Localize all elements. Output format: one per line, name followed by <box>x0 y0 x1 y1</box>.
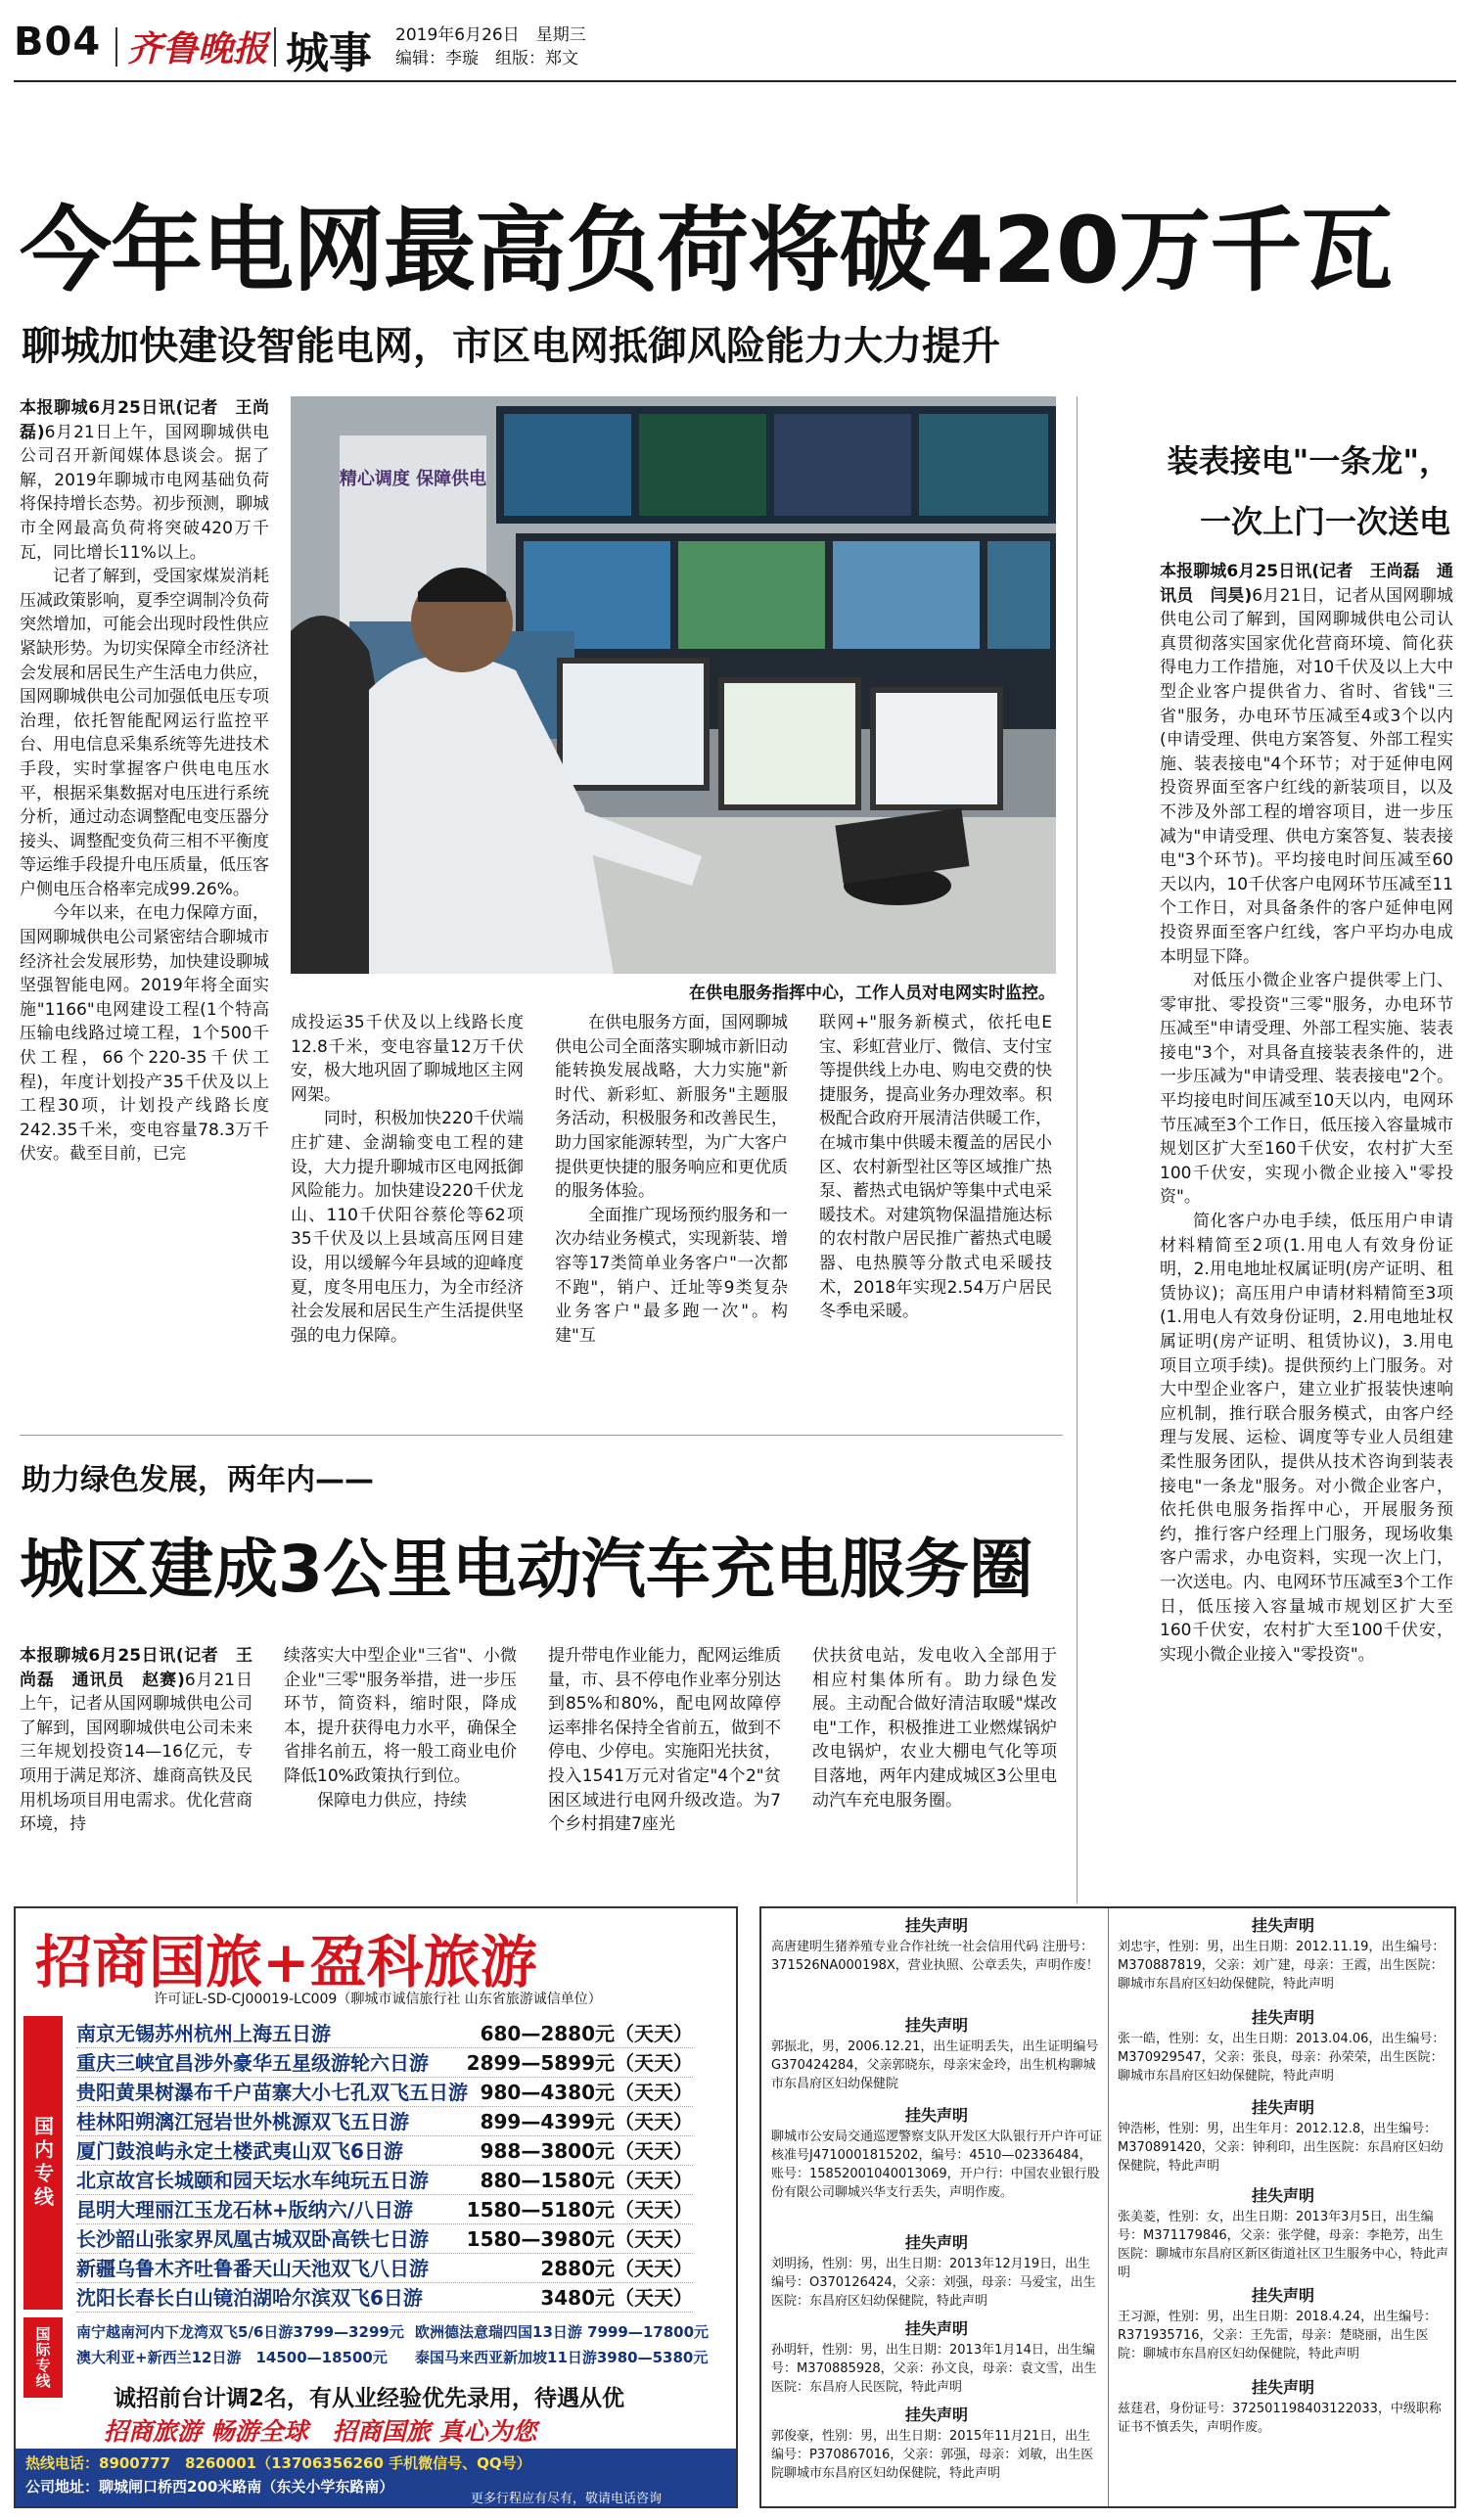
photo-caption: 在供电服务指挥中心，工作人员对电网实时监控。 <box>689 984 1055 1003</box>
tour-price: 1580—5180元（天天） <box>466 2198 693 2222</box>
section-name: 城事 <box>286 28 372 78</box>
intl-tour: 欧洲德法意瑞四国13日游 7999—17800元 <box>415 2323 710 2341</box>
notice-title: 挂失声明 <box>1251 2186 1314 2205</box>
notice-body: 高唐建明生猪养殖专业合作社统一社会信用代码 注册号：371526NA000198X，营业执照、公章丢失，声明作废！ <box>771 1940 1099 1973</box>
column-separator <box>1077 396 1078 1903</box>
main-headline: 今年电网最高负荷将破420万千瓦 <box>20 198 1393 304</box>
article2-paragraph: 伏扶贫电站，发电收入全部用于相应村集体所有。助力绿色发展。主动配合做好清洁取暖"煤改电"工作，积极推进工业燃煤锅炉改电锅炉，农业大棚电气化等项目落地，两年内建成城区3公里电动汽车充电服务圈。 <box>812 1646 1057 1810</box>
tour-name: 长沙韶山张家界凤凰古城双卧高铁七日游 <box>76 2227 429 2251</box>
ad-slogan: 招商旅游 畅游全球 招商国旅 真心为您 <box>104 2417 537 2446</box>
article2-paragraph: 6月21日上午，记者从国网聊城供电公司了解到，国网聊城供电公司未来三年规划投资14—16亿元，专项用于满足郑济、雄商高铁及民用机场项目用电需求。优化营商环境，持 <box>20 1670 252 1835</box>
tour-row <box>76 2253 693 2283</box>
tour-price: 1580—3980元（天天） <box>466 2227 693 2251</box>
tour-row <box>76 2165 693 2195</box>
lost-notices-box <box>759 1906 1456 2508</box>
tour-row <box>76 2018 693 2048</box>
editors-line: 编辑：李璇 组版：郑文 <box>395 49 578 69</box>
tour-name: 北京故宫长城颐和园天坛水车纯玩五日游 <box>76 2169 429 2192</box>
ad-address: 公司地址：聊城闸口桥西200米路南（东关小学东路南） <box>25 2478 394 2496</box>
intl-tour: 澳大利亚+新西兰12日游 14500—18500元 <box>76 2349 388 2366</box>
tour-name: 昆明大理丽江玉龙石林+版纳六/八日游 <box>76 2198 414 2222</box>
article1-column-3 <box>555 1011 788 1422</box>
notice-title: 挂失声明 <box>1251 1916 1314 1935</box>
notice-body: 聊城市公安局交通巡逻警察支队开发区大队银行开户许可证核准号J4710001815202，编号：4510—02336484，账号：15852001040013069，开户行：中国农业银行股份有限公司聊城兴华支行丢失，声明作废。 <box>771 2130 1102 2200</box>
lost-notice <box>771 1914 1102 1975</box>
tour-name: 沈阳长春长白山镜泊湖哈尔滨双飞6日游 <box>76 2286 423 2310</box>
notice-body: 张一皓，性别：女，出生日期：2013.04.06，出生编号：M370929547，父亲：张良，母亲：孙荣荣，出生医院：聊城市东昌府区妇幼保健院，特此声明 <box>1118 2032 1445 2084</box>
sidebar-body <box>1160 560 1453 1901</box>
news-photo <box>291 396 1056 974</box>
notice-body: 郭俊豪，性别：男，出生日期：2015年11月21日，出生编号：P370867016，父亲：郭强，母亲：刘敏，出生医院聊城市东昌府区妇幼保健院，特此声明 <box>771 2429 1094 2481</box>
tour-row <box>76 2194 693 2224</box>
article2-paragraph: 保障电力供应，持续 <box>317 1790 467 1810</box>
tour-name: 南京无锡苏州杭州上海五日游 <box>76 2022 331 2045</box>
ad-logo: 招商国旅+盈科旅游 <box>35 1929 537 1995</box>
notice-title: 挂失声明 <box>904 2106 968 2125</box>
lost-notice <box>771 2104 1102 2202</box>
notice-title: 挂失声明 <box>904 1916 968 1935</box>
notice-body: 孙明轩，性别：男，出生日期：2013年1月14日，出生编号：M370885928，父亲：孙文良，母亲：袁文雪，出生医院：东昌府人民医院，特此声明 <box>771 2343 1097 2395</box>
tour-price: 2899—5899元（天天） <box>466 2051 693 2075</box>
issue-date: 2019年6月26日 星期三 <box>395 25 586 45</box>
tour-name: 桂林阳朔漓江冠岩世外桃源双飞五日游 <box>76 2110 409 2133</box>
tour-row <box>76 2135 693 2166</box>
tour-name: 新疆乌鲁木齐吐鲁番天山天池双飞八日游 <box>76 2257 429 2280</box>
article1-paragraph: 在供电服务方面，国网聊城供电公司全面落实聊城市新旧动能转换发展战略，大力实施"新时代、新彩虹、新服务"主题服务活动，积极服务和改善民生，助力国家能源转型，为广大客户提供更快捷的服务响应和更优质的服务体验。 <box>555 1013 788 1202</box>
header-divider <box>274 27 276 67</box>
article2-kicker: 助力绿色发展，两年内—— <box>22 1463 374 1497</box>
article1-paragraph: 同时，积极加快220千伏端庄扩建、金湖输变电工程的建设，大力提升聊城市区电网抵御风险能力。加快建设220千伏龙山、110千伏阳谷蔡伦等62项35千伏及以上县域高压网目建设，用以缓解今年县域的迎峰度夏，度冬用电压力，为全市经济社会发展和居民生产生活提供坚强的电力保障。 <box>291 1109 524 1346</box>
article2-column-4 <box>812 1644 1057 1902</box>
notices-divider <box>1108 1908 1109 2508</box>
photo-sign-text: 精心调度 保障供电 <box>339 469 487 489</box>
notice-title: 挂失声明 <box>1251 2098 1314 2117</box>
travel-advertisement <box>14 1906 738 2508</box>
tour-row <box>76 2282 693 2313</box>
tour-row <box>76 2077 693 2107</box>
article1-paragraph: 今年以来，在电力保障方面，国网聊城供电公司紧密结合聊城市经济社会发展形势，加快建设聊城坚强智能电网。2019年将全面实施"1166"电网建设工程(1个特高压输电线路过境工程，1个500千伏工程，66个220-35千伏工程)，年度计划投产35千伏及以上工程30项，计划投产线路长度242.35千米，变电容量78.3万千伏安。截至目前，已完 <box>20 903 269 1165</box>
notice-body: 钟浩彬，性别：男，出生年月：2012.12.8，出生编号：M370891420，父亲：钟利印，出生医院：东昌府区妇幼保健院，特此声明 <box>1118 2122 1444 2174</box>
notice-body: 张美菱，性别：女，出生日期：2013年3月5日，出生编号：M371179846，父亲：张学健，母亲：李艳芳，出生医院：聊城市东昌府区新区街道社区卫生服务中心，特此声明 <box>1118 2210 1448 2280</box>
tour-price: 2880元（天天） <box>540 2257 693 2280</box>
domestic-tag: 国内专线 <box>23 2016 63 2310</box>
article1-paragraph: 6月21日上午，国网聊城供电公司召开新闻媒体恳谈会。据了解，2019年聊城市电网基础负荷将保持增长态势。初步预测，聊城市全网最高负荷将突破420万千瓦，同比增长11%以上。 <box>20 422 269 563</box>
lost-notice <box>1118 2284 1448 2363</box>
tour-name: 厦门鼓浪屿永定土楼武夷山双飞6日游 <box>76 2139 403 2163</box>
intl-tag: 国际专线 <box>23 2317 63 2398</box>
notice-body: 刘明扬，性别：男，出生日期：2013年12月19日，出生编号：O370126424，父亲：刘强，母亲：马爱宝，出生医院：东昌府区妇幼保健院，特此声明 <box>771 2257 1096 2309</box>
notice-title: 挂失声明 <box>904 2016 968 2035</box>
article2-paragraph: 提升带电作业能力，配网运维质量，市、县不停电作业率分别达到85%和80%，配电网故障停运率排名保持全省前五，做到不停电、少停电。实施阳光扶贫，投入1541万元对省定"4个2"贫困区域进行电网升级改造。为7个乡村捐建7座光 <box>548 1646 781 1835</box>
control-room-illustration <box>291 396 1056 974</box>
tour-price: 880—1580元（天天） <box>480 2169 693 2192</box>
notice-title: 挂失声明 <box>904 2319 968 2338</box>
article2-column-2 <box>284 1644 517 1902</box>
sidebar-lead: 本报聊城6月25日讯(记者 王尚磊 通讯员 闫昊) <box>1160 562 1453 606</box>
ad-license: 许可证L-SD-CJ00019-LC009（聊城市诚信旅行社 山东省旅游诚信单位） <box>154 1992 602 2007</box>
sub-headline: 聊城加快建设智能电网，市区电网抵御风险能力大力提升 <box>22 324 1000 369</box>
article2-headline: 城区建成3公里电动汽车充电服务圈 <box>20 1532 1033 1607</box>
article1-paragraph: 成投运35千伏及以上线路长度12.8千米，变电容量12万千伏安，极大地巩固了聊城地区主网网架。 <box>291 1013 524 1105</box>
lost-notice <box>1118 2096 1448 2176</box>
notice-body: 刘忠宇，性别：男，出生日期：2012.11.19，出生编号：M370887819，父亲：刘广建，母亲：王霞，出生医院：聊城市东昌府区妇幼保健院，特此声明 <box>1118 1940 1445 1992</box>
tour-row <box>76 2047 693 2078</box>
ad-more: 更多行程应有尽有，敬请电话咨询 <box>471 2492 663 2506</box>
notice-body: 王习源，性别：男，出生日期：2018.4.24，出生编号：R371935716，父亲：王先雷，母亲：楚晓丽，出生医院：聊城市东昌府区妇幼保健院，特此声明 <box>1118 2310 1438 2361</box>
article1-column-1 <box>20 396 269 1419</box>
notice-title: 挂失声明 <box>1251 2378 1314 2397</box>
page-number: B04 <box>14 20 102 65</box>
article1-paragraph: 全面推广现场预约服务和一次办结业务模式，实现新装、增容等17类简单业务客户"一次都不跑"，销户、迁址等9类复杂业务客户"最多跑一次"。构建"互 <box>555 1205 788 1346</box>
notice-body: 兹莛君，身份证号：372501198403122033，中级职称证书不慎丢失，声明作废。 <box>1118 2402 1442 2435</box>
sidebar-paragraph: 6月21日，记者从国网聊城供电公司了解到，国网聊城供电公司认真贯彻落实国家优化营商环境、简化获得电力工作措施，对10千伏及以上大中型企业客户提供省力、省时、省钱"三省"服务，办电环节压减至4或3个以内(申请受理、供电方案答复、外部工程实施、装表接电"4个环节；对于延伸电网投资界面至客户红线的新装项目，以及不涉及外部工程的增容项目，进一步压减为"申请受理、供电方案答复、装表接电"3个环节)。平均接电时间压减至60天以内，10千伏客户电网环节压减至11个工作日，对具备条件的客户延伸电网投资界面至客户红线，客户平均办电成本明显下降。 <box>1160 585 1453 967</box>
section-rule <box>20 1435 1063 1436</box>
intl-tour: 南宁越南河内下龙湾双飞5/6日游3799—3299元 <box>76 2323 404 2341</box>
lost-notice <box>1118 1914 1448 1993</box>
ad-recruit: 诚招前台计调2名，有从业经验优先录用，待遇从优 <box>114 2386 625 2411</box>
lost-notice <box>771 2014 1102 2093</box>
tour-row <box>76 2106 693 2136</box>
article1-lead: 本报聊城6月25日讯(记者 王尚磊) <box>20 398 269 442</box>
article1-column-4 <box>819 1011 1052 1422</box>
ad-hotline: 热线电话：8900777 8260001（13706356260 手机微信号、QQ号） <box>25 2454 531 2472</box>
tour-name: 贵阳黄果树瀑布千户苗寨大小七孔双飞五日游 <box>76 2081 468 2104</box>
header-rule <box>14 80 1456 82</box>
intl-tour: 泰国马来西亚新加坡11日游3980—5380元 <box>415 2349 709 2366</box>
notice-title: 挂失声明 <box>1251 2286 1314 2305</box>
notice-body: 郭振北，男，2006.12.21，出生证明丢失，出生证明编号G370424284，父亲郭晓东，母亲宋金玲，出生机构聊城市东昌府区妇幼保健院 <box>771 2039 1099 2091</box>
tour-row <box>76 2223 693 2254</box>
header-divider <box>115 27 117 67</box>
sidebar-title-line: 装表接电"一条龙"， <box>1167 442 1450 480</box>
lost-notice <box>771 2231 1102 2311</box>
tour-price: 3480元（天天） <box>540 2286 693 2310</box>
lost-notice <box>1118 2006 1448 2085</box>
tour-name: 重庆三峡宜昌涉外豪华五星级游轮六日游 <box>76 2051 429 2075</box>
newspaper-logo: 齐鲁晚报 <box>127 28 269 69</box>
article2-lead: 本报聊城6月25日讯(记者 王尚磊 通讯员 赵赛) <box>20 1646 252 1690</box>
sidebar-paragraph: 简化客户办电手续，低压用户申请材料精简至2项(1.用电人有效身份证明，2.用电地址权属证明(房产证明、租赁协议)；高压用户申请材料精简至3项(1.用电人有效身份证明，2.用电地址权属证明(房产证明、租赁协议)，3.用电项目立项手续)。提供预约上门服务。对大中型企业客户，建立业扩报装快速响应机制，推行联合服务模式，由客户经理与发展、运检、调度等专业人员组建柔性服务团队，提供从技术咨询到装表接电"一条龙"服务。对小微企业客户，依托供电服务指挥中心，开展服务预约，推行客户经理上门服务，现场收集客户需求，办电资料，实现一次上门，一次送电。内、电网环节压减至3个工作日，低压接入容量城市规划区扩大至160千伏安，农村扩大至100千伏安，实现小微企业接入"零投资"。 <box>1160 1212 1453 1665</box>
article1-paragraph: 联网+"服务新模式，依托电E宝、彩虹营业厅、微信、支付宝等提供线上办电、购电交费的快捷服务，提高业务办理效率。积极配合政府开展清洁供暖工作，在城市集中供暖未覆盖的居民小区、农村新型社区等区域推广热泵、蓄热式电锅炉等集中式电采暖技术。对建筑物保温措施达标的农村散户居民推广蓄热式电暖器、电热膜等分散式电采暖技术，2018年实现2.54万户居民冬季电采暖。 <box>819 1013 1052 1322</box>
sidebar-title <box>1086 431 1450 552</box>
notice-title: 挂失声明 <box>1251 2008 1314 2027</box>
article2-column-3 <box>548 1644 781 1902</box>
article2-column-1 <box>20 1644 252 1902</box>
sidebar-paragraph: 对低压小微企业客户提供零上门、零审批、零投资"三零"服务，办电环节压减至"申请受理、外部工程实施、装表接电"3个，对具备直接装表条件的，进一步压减为"申请受理、装表接电"2个。平均接电时间压减至10天以内，电网环节压减至3个工作日，低压接入容量城市规划区扩大至160千伏安，农村扩大至100千伏安，实现小微企业接入"零投资"。 <box>1160 971 1453 1208</box>
tour-price: 988—3800元（天天） <box>480 2139 693 2163</box>
lost-notice <box>1118 2184 1448 2282</box>
notice-title: 挂失声明 <box>904 2405 968 2424</box>
article2-paragraph: 续落实大中型企业"三省"、小微企业"三零"服务举措，进一步压环节，简资料，缩时限，降成本，提升获得电力水平，确保全省排名前五，将一般工商业电价降低10%政策执行到位。 <box>284 1646 517 1786</box>
article1-column-2 <box>291 1011 524 1422</box>
tour-price: 680—2880元（天天） <box>480 2022 693 2045</box>
lost-notice <box>1118 2376 1448 2437</box>
notice-title: 挂失声明 <box>904 2233 968 2252</box>
tour-price: 980—4380元（天天） <box>480 2081 693 2104</box>
sidebar-title-line: 一次上门一次送电 <box>1199 503 1450 540</box>
tour-price: 899—4399元（天天） <box>480 2110 693 2133</box>
article1-paragraph: 记者了解到，受国家煤炭消耗压减政策影响，夏季空调制冷负荷突然增加，可能会出现时段性供应紧缺形势。为切实保障全市经济社会发展和居民生产生活电力供应，国网聊城供电公司加强低电压专项治理，依托智能配网运行监控平台、用电信息采集系统等先进技术手段，实时掌握客户供电电压水平，根据采集数据对电压进行系统分析，通过动态调整配电变压器分接头、调整配变负荷三相不平衡度等运维手段提升电压质量，低压客户侧电压合格率完成99.26%。 <box>20 567 269 899</box>
lost-notice <box>771 2404 1102 2483</box>
lost-notice <box>771 2317 1102 2397</box>
